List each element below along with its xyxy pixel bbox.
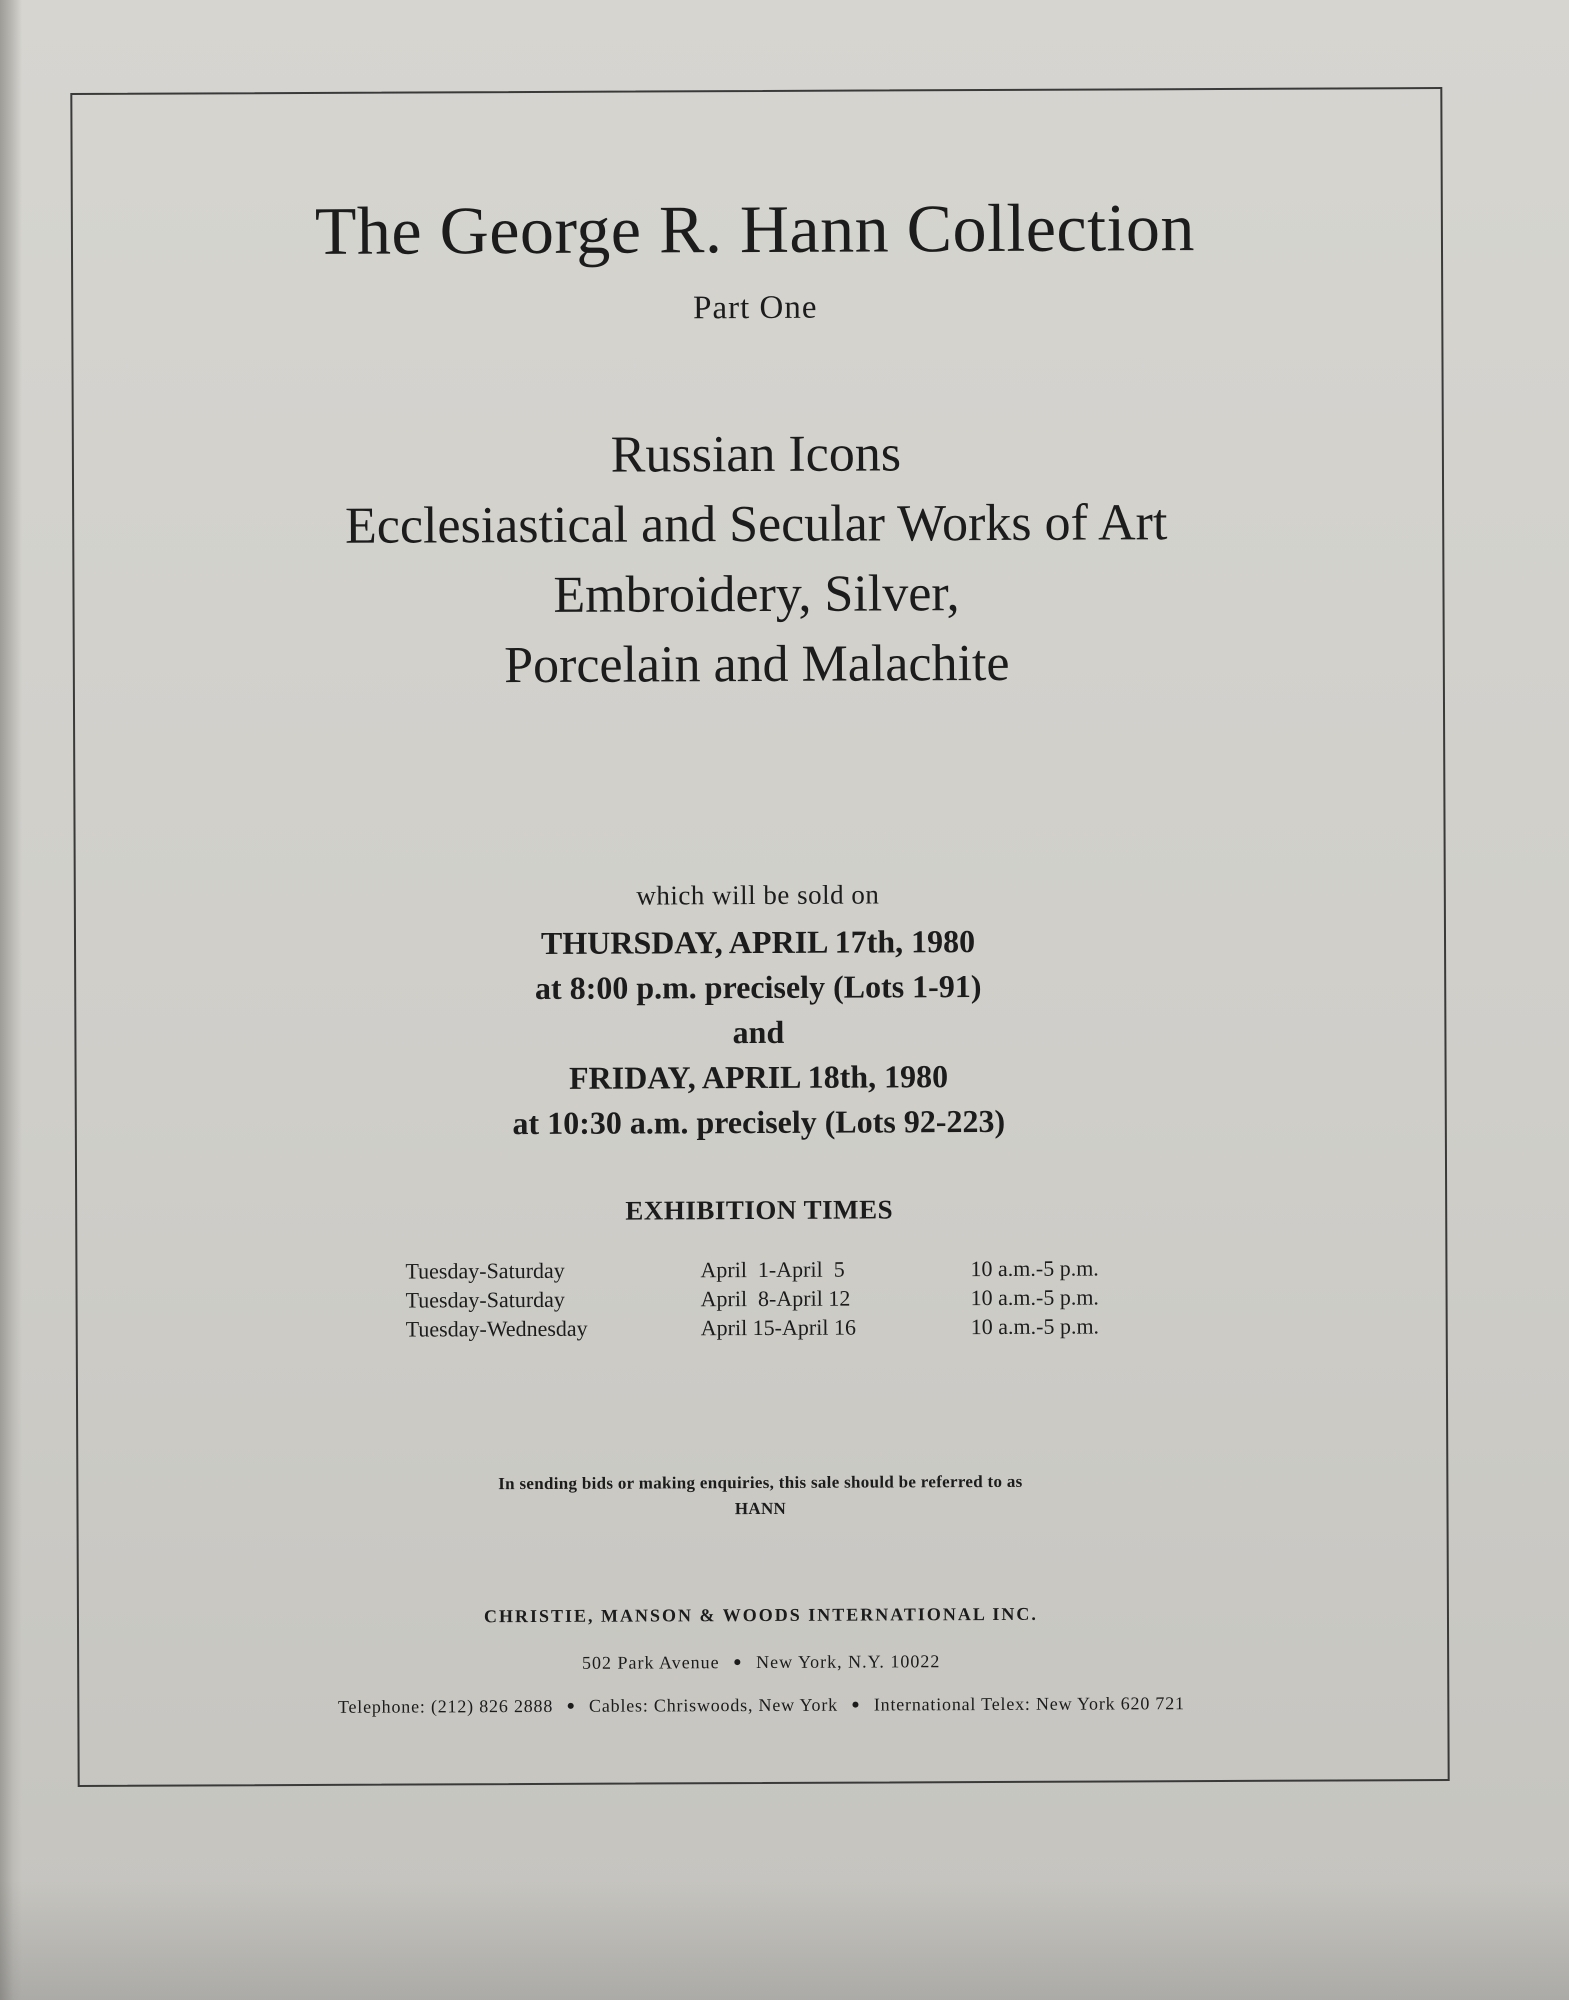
exhibition-dates: April 1-April 5 [700,1256,845,1283]
contact-line [77,1692,1445,1719]
exhibition-heading: EXHIBITION TIMES [625,1194,894,1226]
telex: International Telex: New York 620 721 [873,1693,1185,1715]
exhibition-hours: 10 a.m.-5 p.m. [970,1313,1100,1340]
exhibition-days: Tuesday-Saturday [405,1286,565,1313]
exhibition-row [405,1253,1165,1285]
sale-schedule [74,917,1443,1148]
exhibition-dates: April 15-April 16 [700,1314,856,1341]
subject-line: Russian Icons [610,425,902,484]
book-page-edge [0,0,22,2000]
title-page [70,87,1445,1783]
sale-code: HANN [734,1498,787,1519]
exhibition-dates: April 8-April 12 [700,1285,851,1312]
collection-title: The George R. Hann Collection [314,189,1196,269]
exhibition-row [406,1311,1166,1343]
telephone: Telephone: (212) 826 2888 [337,1695,554,1717]
exhibition-days: Tuesday-Wednesday [405,1315,588,1342]
page-shadow [0,1880,1569,2000]
exhibition-row [406,1282,1166,1314]
part-label: Part One [692,289,818,327]
address-line [77,1649,1445,1676]
subject-line: Ecclesiastical and Secular Works of Art [344,494,1168,555]
sale-time-first: at 8:00 p.m. precisely (Lots 1-91) [534,968,982,1006]
auction-house-name: CHRISTIE, MANSON & WOODS INTERNATIONAL INC. [483,1603,1038,1627]
subject-line: Porcelain and Malachite [504,634,1010,695]
sale-date-first: THURSDAY, APRIL 17th, 1980 [540,923,976,961]
sale-time-second: at 10:30 a.m. precisely (Lots 92-223) [512,1102,1006,1142]
bullet-separator: ● [733,1655,743,1671]
exhibition-days: Tuesday-Saturday [405,1257,565,1284]
bullet-separator: ● [566,1698,576,1714]
address-street: 502 Park Avenue [581,1652,720,1673]
subject-list [72,417,1441,703]
sale-conjunction: and [732,1013,785,1051]
bids-instruction: In sending bids or making enquiries, this sale should be referred to as [498,1471,1023,1494]
sale-intro: which will be sold on [636,879,880,911]
exhibition-hours: 10 a.m.-5 p.m. [970,1284,1099,1311]
bids-note [76,1467,1444,1525]
cables: Cables: Chriswoods, New York [588,1694,838,1716]
address-city: New York, N.Y. 10022 [756,1651,941,1673]
subject-line: Embroidery, Silver, [553,565,960,624]
exhibition-table [405,1253,1165,1343]
sale-date-second: FRIDAY, APRIL 18th, 1980 [569,1058,949,1096]
exhibition-hours: 10 a.m.-5 p.m. [970,1255,1099,1282]
bullet-separator: ● [851,1697,861,1713]
